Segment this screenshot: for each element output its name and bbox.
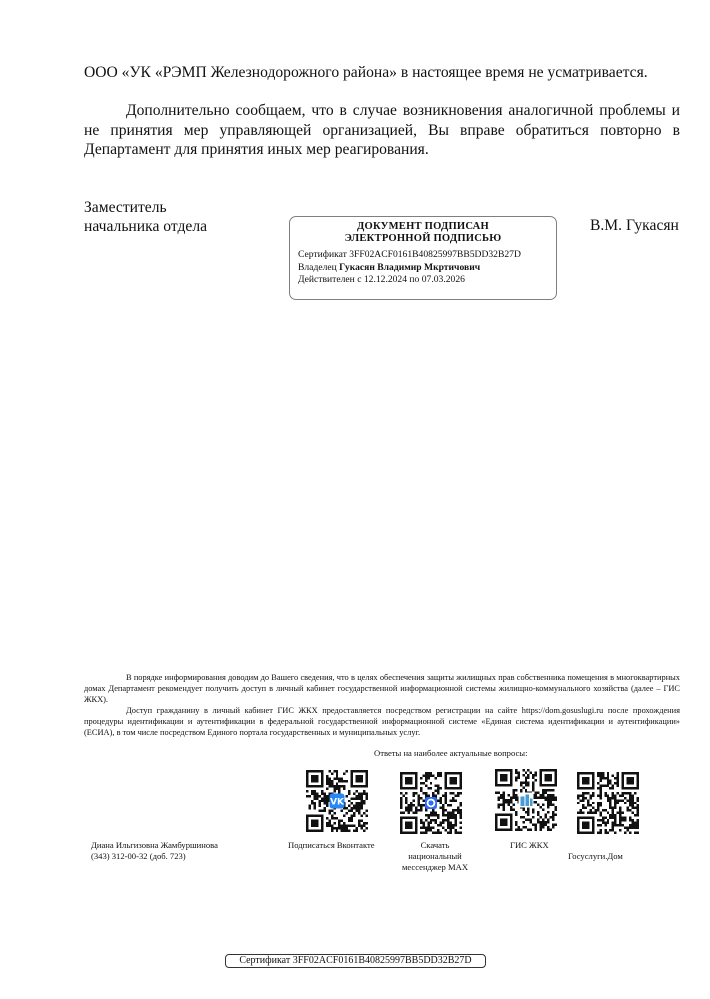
qr-vk-icon bbox=[306, 770, 368, 832]
svg-text:VK: VK bbox=[330, 797, 344, 808]
signatory-position-line2: начальника отдела bbox=[84, 218, 208, 235]
qr-code-gosuslugi-dom[interactable] bbox=[577, 772, 639, 834]
stamp-validity: Действителен с 12.12.2024 по 07.03.2026 bbox=[298, 274, 465, 285]
stamp-title-line1: ДОКУМЕНТ ПОДПИСАН bbox=[357, 221, 489, 232]
faq-heading: Ответы на наиболее актуальные вопросы: bbox=[374, 748, 528, 758]
building-icon bbox=[521, 796, 525, 806]
stamp-certificate: Сертификат 3FF02ACF0161B40825997BB5DD32B27D bbox=[298, 249, 521, 260]
qr-code-max[interactable] bbox=[400, 772, 462, 834]
qr-gosuslugi-icon bbox=[577, 772, 639, 834]
contact-name: Диана Ильгизовна Жамбуршинова bbox=[91, 840, 218, 850]
contact-phone: (343) 312-00-32 (доб. 723) bbox=[91, 851, 186, 861]
stamp-owner-label: Владелец bbox=[298, 261, 337, 273]
stamp-title-line2: ЭЛЕКТРОННОЙ ПОДПИСЬЮ bbox=[344, 233, 502, 244]
electronic-signature-stamp bbox=[289, 216, 557, 300]
signatory-name: В.М. Гукасян bbox=[590, 217, 679, 234]
qr-code-gis-zhkh[interactable] bbox=[495, 769, 557, 831]
letter-paragraph-2: Дополнительно сообщаем, что в случае возникновения аналогичной проблемы и не принятия мер управляющей организацией, Вы вправе обратиться повторно в Департамент для принятия иных мер реагирования. bbox=[84, 102, 680, 158]
qr-label-max-line2: национальный bbox=[408, 851, 462, 861]
stamp-title bbox=[298, 221, 556, 245]
signatory-position-line1: Заместитель bbox=[84, 199, 167, 216]
qr-label-gosuslugi: Госуслуги.Дом bbox=[568, 851, 623, 861]
qr-max-icon bbox=[400, 772, 462, 834]
footer-certificate-badge: Сертификат 3FF02ACF0161B40825997BB5DD32B27D bbox=[225, 954, 486, 968]
qr-label-vk: Подписаться Вконтакте bbox=[288, 840, 375, 850]
info-paragraph-1: В порядке информирования доводим до Вашего сведения, что в целях обеспечения защиты жилищных прав собственника помещения в многоквартирных домах Департамент рекомендует получить доступ в личный кабинет государственной информационной системы жилищно-коммунального хозяйства (далее – ГИС ЖКХ). bbox=[84, 673, 680, 704]
letter-paragraph-1: ООО «УК «РЭМП Железнодорожного района» в настоящее время не усматривается. bbox=[84, 64, 648, 81]
stamp-owner-name: Гукасян Владимир Мкртичович bbox=[339, 261, 481, 273]
qr-label-max-line3: мессенджер MAX bbox=[401, 862, 469, 872]
qr-gis-icon bbox=[495, 769, 557, 831]
qr-code-vk[interactable] bbox=[306, 770, 368, 832]
qr-label-gis: ГИС ЖКХ bbox=[510, 840, 549, 850]
qr-label-max bbox=[390, 840, 480, 873]
info-paragraph-2: Доступ гражданину в личный кабинет ГИС ЖКХ предоставляется посредством регистрации на сайте https://dom.gosuslugi.ru после прохождения процедуры идентификации и аутентификации в федеральной государственной информационной системе «Единая система идентификации и аутентификации» (ЕСИА), в том числе посредством Единого портала государственных и муниципальных услуг. bbox=[84, 706, 680, 737]
stamp-owner bbox=[298, 262, 556, 275]
qr-label-max-line1: Скачать bbox=[420, 840, 450, 850]
